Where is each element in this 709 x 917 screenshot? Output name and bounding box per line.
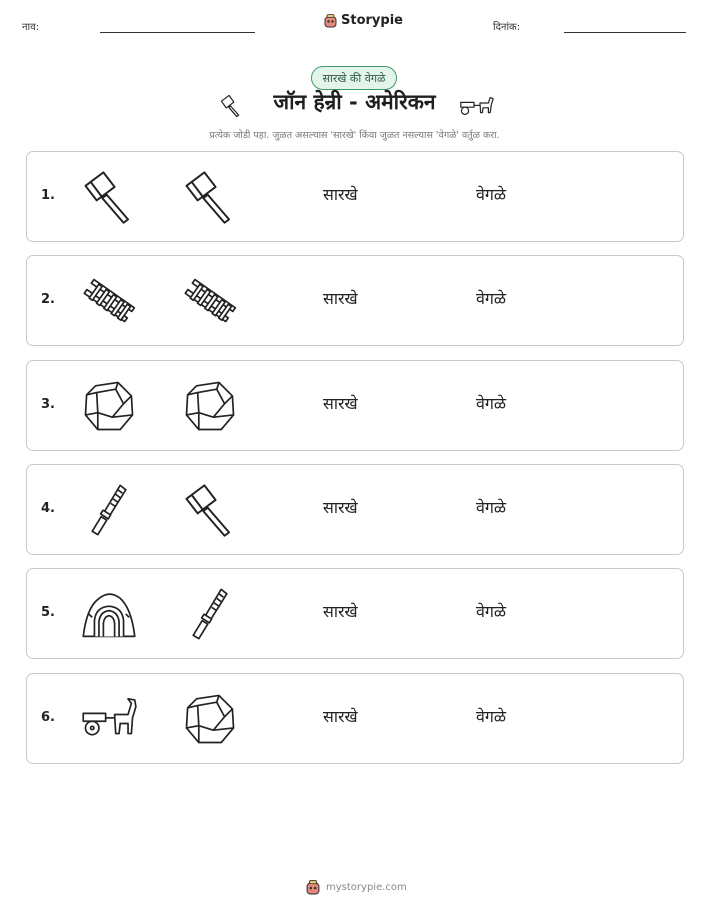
footer bbox=[306, 880, 407, 895]
date-line[interactable] bbox=[564, 32, 686, 33]
question-row bbox=[26, 464, 684, 555]
hammer-icon bbox=[182, 482, 238, 538]
brand-logo bbox=[324, 13, 403, 28]
different-option[interactable]: वेगळे bbox=[476, 602, 507, 622]
question-row bbox=[26, 151, 684, 242]
tunnel-icon bbox=[81, 586, 137, 642]
question-number: 2. bbox=[41, 292, 55, 308]
activity-badge: सारखे की वेगळे bbox=[311, 66, 397, 90]
brand-name: Storypie bbox=[341, 13, 403, 28]
question-number: 3. bbox=[41, 396, 55, 412]
different-option[interactable]: वेगळे bbox=[476, 393, 507, 413]
railroad-track-icon bbox=[182, 273, 238, 329]
different-option[interactable]: वेगळे bbox=[476, 497, 507, 517]
storypie-logo-icon bbox=[324, 14, 337, 28]
hammer-icon bbox=[81, 169, 137, 225]
question-number: 4. bbox=[41, 500, 55, 516]
name-label: नाव: bbox=[22, 22, 40, 33]
different-option[interactable]: वेगळे bbox=[476, 706, 507, 726]
footer-logo-icon bbox=[306, 880, 320, 895]
same-option[interactable]: सारखे bbox=[323, 497, 358, 517]
question-row bbox=[26, 673, 684, 764]
name-line[interactable] bbox=[100, 32, 255, 33]
page-title: जॉन हेन्री - अमेरिकन bbox=[273, 90, 436, 114]
question-row bbox=[26, 568, 684, 659]
question-row bbox=[26, 255, 684, 346]
different-option[interactable]: वेगळे bbox=[476, 289, 507, 309]
question-number: 1. bbox=[41, 188, 55, 203]
different-option[interactable]: वेगळे bbox=[476, 185, 507, 204]
question-row bbox=[26, 360, 684, 451]
same-option[interactable]: सारखे bbox=[323, 185, 358, 204]
title-horse-cart-icon bbox=[459, 94, 495, 118]
question-number: 6. bbox=[41, 709, 55, 725]
same-option[interactable]: सारखे bbox=[323, 602, 358, 622]
same-option[interactable]: सारखे bbox=[323, 393, 358, 413]
rock-icon bbox=[81, 378, 137, 434]
footer-url: mystorypie.com bbox=[326, 882, 407, 893]
horse-cart-icon bbox=[81, 691, 137, 747]
rock-icon bbox=[182, 378, 238, 434]
same-option[interactable]: सारखे bbox=[323, 289, 358, 309]
rock-icon bbox=[182, 691, 238, 747]
date-label: दिनांक: bbox=[493, 22, 521, 33]
instructions: प्रत्येक जोडी पहा. जुळत असल्यास 'सारखे' किंवा जुळत नसल्यास 'वेगळे' वर्तुळ करा. bbox=[209, 130, 500, 141]
drill-icon bbox=[81, 482, 137, 538]
same-option[interactable]: सारखे bbox=[323, 706, 358, 726]
hammer-icon bbox=[182, 169, 238, 225]
drill-icon bbox=[182, 586, 238, 642]
railroad-track-icon bbox=[81, 273, 137, 329]
question-number: 5. bbox=[41, 605, 55, 621]
